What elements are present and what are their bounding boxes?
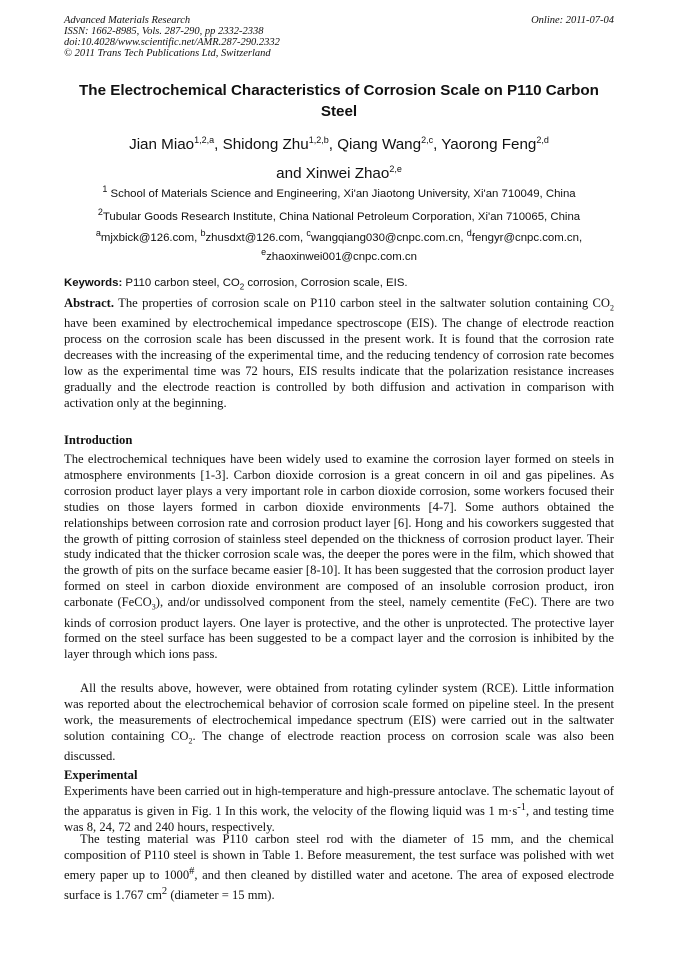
keywords: Keywords: P110 carbon steel, $CO_2$ corrosion, Corrosion scale, EIS. [64, 277, 408, 292]
online-date: Online: 2011-07-04 [531, 15, 614, 26]
author-name: Qiang Wang [337, 136, 422, 154]
author-sup: 2,e [389, 164, 402, 175]
issn-line: ISSN: 1662-8985, Vols. 287-290, pp 2332-2338 [64, 26, 264, 37]
section-heading-introduction: Introduction [64, 433, 133, 447]
running-header [64, 15, 280, 59]
author-sup: 1,2,a [194, 135, 215, 145]
keywords-label: Keywords: [64, 277, 123, 289]
email-link[interactable]: zhusdxt@126.com, [205, 231, 304, 244]
abstract-label: Abstract. [64, 296, 115, 310]
author-sup: 2,d [536, 135, 549, 145]
email-link[interactable]: wangqiang030@cnpc.com.cn, [310, 231, 464, 244]
copyright-line: © 2011 Trans Tech Publications Ltd, Switzerland [64, 48, 271, 59]
paper-title: The Electrochemical Characteristics of Corrosion Scale on P110 Carbon Steel [79, 82, 599, 120]
author-name: and Xinwei Zhao [276, 165, 390, 183]
introduction-paragraph-2: All the results above, however, were obtained from rotating cylinder system (RCE). Little information was reported about the electrochemical behavior of corrosion scale formed on pipeline steel. In the present work, the measurements of electrochemical impedance spectrum (EIS) were carried out in the saltwater solution containing $CO_2$. The change of electrode reaction process on corrosion scale was also been discussed. [64, 681, 614, 764]
affiliation-1: $^1$ School of Materials Science and Engineering, Xi'an Jiaotong University, Xi'an 710049, China [102, 184, 576, 200]
journal-name: Advanced Materials Research [64, 15, 191, 26]
author-sup: 1,2,b [308, 135, 329, 145]
affiliation-2: $^2$Tubular Goods Research Institute, China National Petroleum Corporation, Xi'an 710065, China [97, 207, 581, 223]
author-name: Shidong Zhu [222, 136, 309, 154]
email-link[interactable]: fengyr@cnpc.com.cn, [471, 231, 583, 244]
experimental-paragraph-2: The testing material was P110 carbon steel rod with the diameter of 15 mm, and the chemical composition of P110 steel is shown in Table 1. Before measurement, the test surface was polished with wet emery paper up to 1000#, and then cleaned by distilled water and acetone. The area of exposed electrode surface is 1.767 $cm^2$ (diameter = 15 mm). [64, 832, 614, 903]
section-heading-experimental: Experimental [64, 768, 138, 782]
experimental-paragraph-1: Experiments have been carried out in high-temperature and high-pressure antoclave. The schematic layout of the apparatus is given in Fig. 1 In this work, the velocity of the flowing liquid was 1 $m\cdot s^{-1}$, and testing time was 8, 24, 72 and 240 hours, respectively. [64, 784, 614, 834]
author-list: Jian Miao$^{1,2,a}$, Shidong Zhu$^{1,2,b}$, Qiang Wang$^{2,c}$, Yaorong Feng$^{2,d}$ and Xinwei Zhao$^{2,e}$ [129, 135, 549, 183]
abstract: Abstract. The properties of corrosion scale on P110 carbon steel in the saltwater solution containing $CO_2$ have been examined by electrochemical impedance spectroscope (EIS). The change of electrode reaction process on the corrosion scale has been discussed in the present work. It is found that the corrosion rate decreases with the increasing of the experimental time, and the reducing tendency of corrosion rate becomes low as the experimental time was 72 hours, EIS results indicate that the polarization resistance increases gradually and the electrode reaction is controlled by both diffusion and activation in comparison with activation only at the beginning. [64, 296, 614, 410]
author-name: Yaorong Feng [441, 136, 537, 154]
author-name: Jian Miao [129, 136, 195, 154]
email-list: $^a$mjxbick@126.com, $^b$zhusdxt@126.com, $^c$wangqiang030@cnpc.com.cn, $^d$fengyr@cnpc.com.cn, $^e$zhaoxinwei001@cnpc.com.cn [95, 228, 583, 263]
introduction-paragraph-1: The electrochemical techniques have been widely used to examine the corrosion layer formed on steels in atmosphere environments [1-3]. Carbon dioxide corrosion is a great concern in oil and gas pipelines. As corrosion product layer plays a very important role in carbon dioxide corrosion, some workers focused their studies on those layers formed in carbon dioxide environments [4-7]. Some authors obtained the relationships between corrosion rate and corrosion product layer [6]. Hong and his coworkers suggested that the growth of pitting corrosion of stainless steel depended on the thickness of corrosion product layer. Their study indicated that the thicker corrosion scale was, the deeper the pores were in the film, which showed that the growth of pits on the surface became easier [8-10]. It has been suggested that the corrosion product layer formed on steel in carbon dioxide environment are composed of an insoluble corrosion product, iron carbonate (FeCO$_3$), and/or undissolved component from the steel, namely cementite (FeC). There are two kinds of corrosion product layers. One layer is protective, and the other is unprotected. The protective layer formed on the steel surface has been suggested to be a compact layer and the corrosion is inhibited by the layer through which ions pass. [64, 452, 615, 662]
email-link[interactable]: mjxbick@126.com, [100, 231, 198, 244]
author-sup: 2,c [421, 135, 434, 145]
email-link[interactable]: zhaoxinwei001@cnpc.com.cn [266, 250, 417, 263]
doi-line: doi:10.4028/www.scientific.net/AMR.287-290.2332 [64, 37, 280, 48]
